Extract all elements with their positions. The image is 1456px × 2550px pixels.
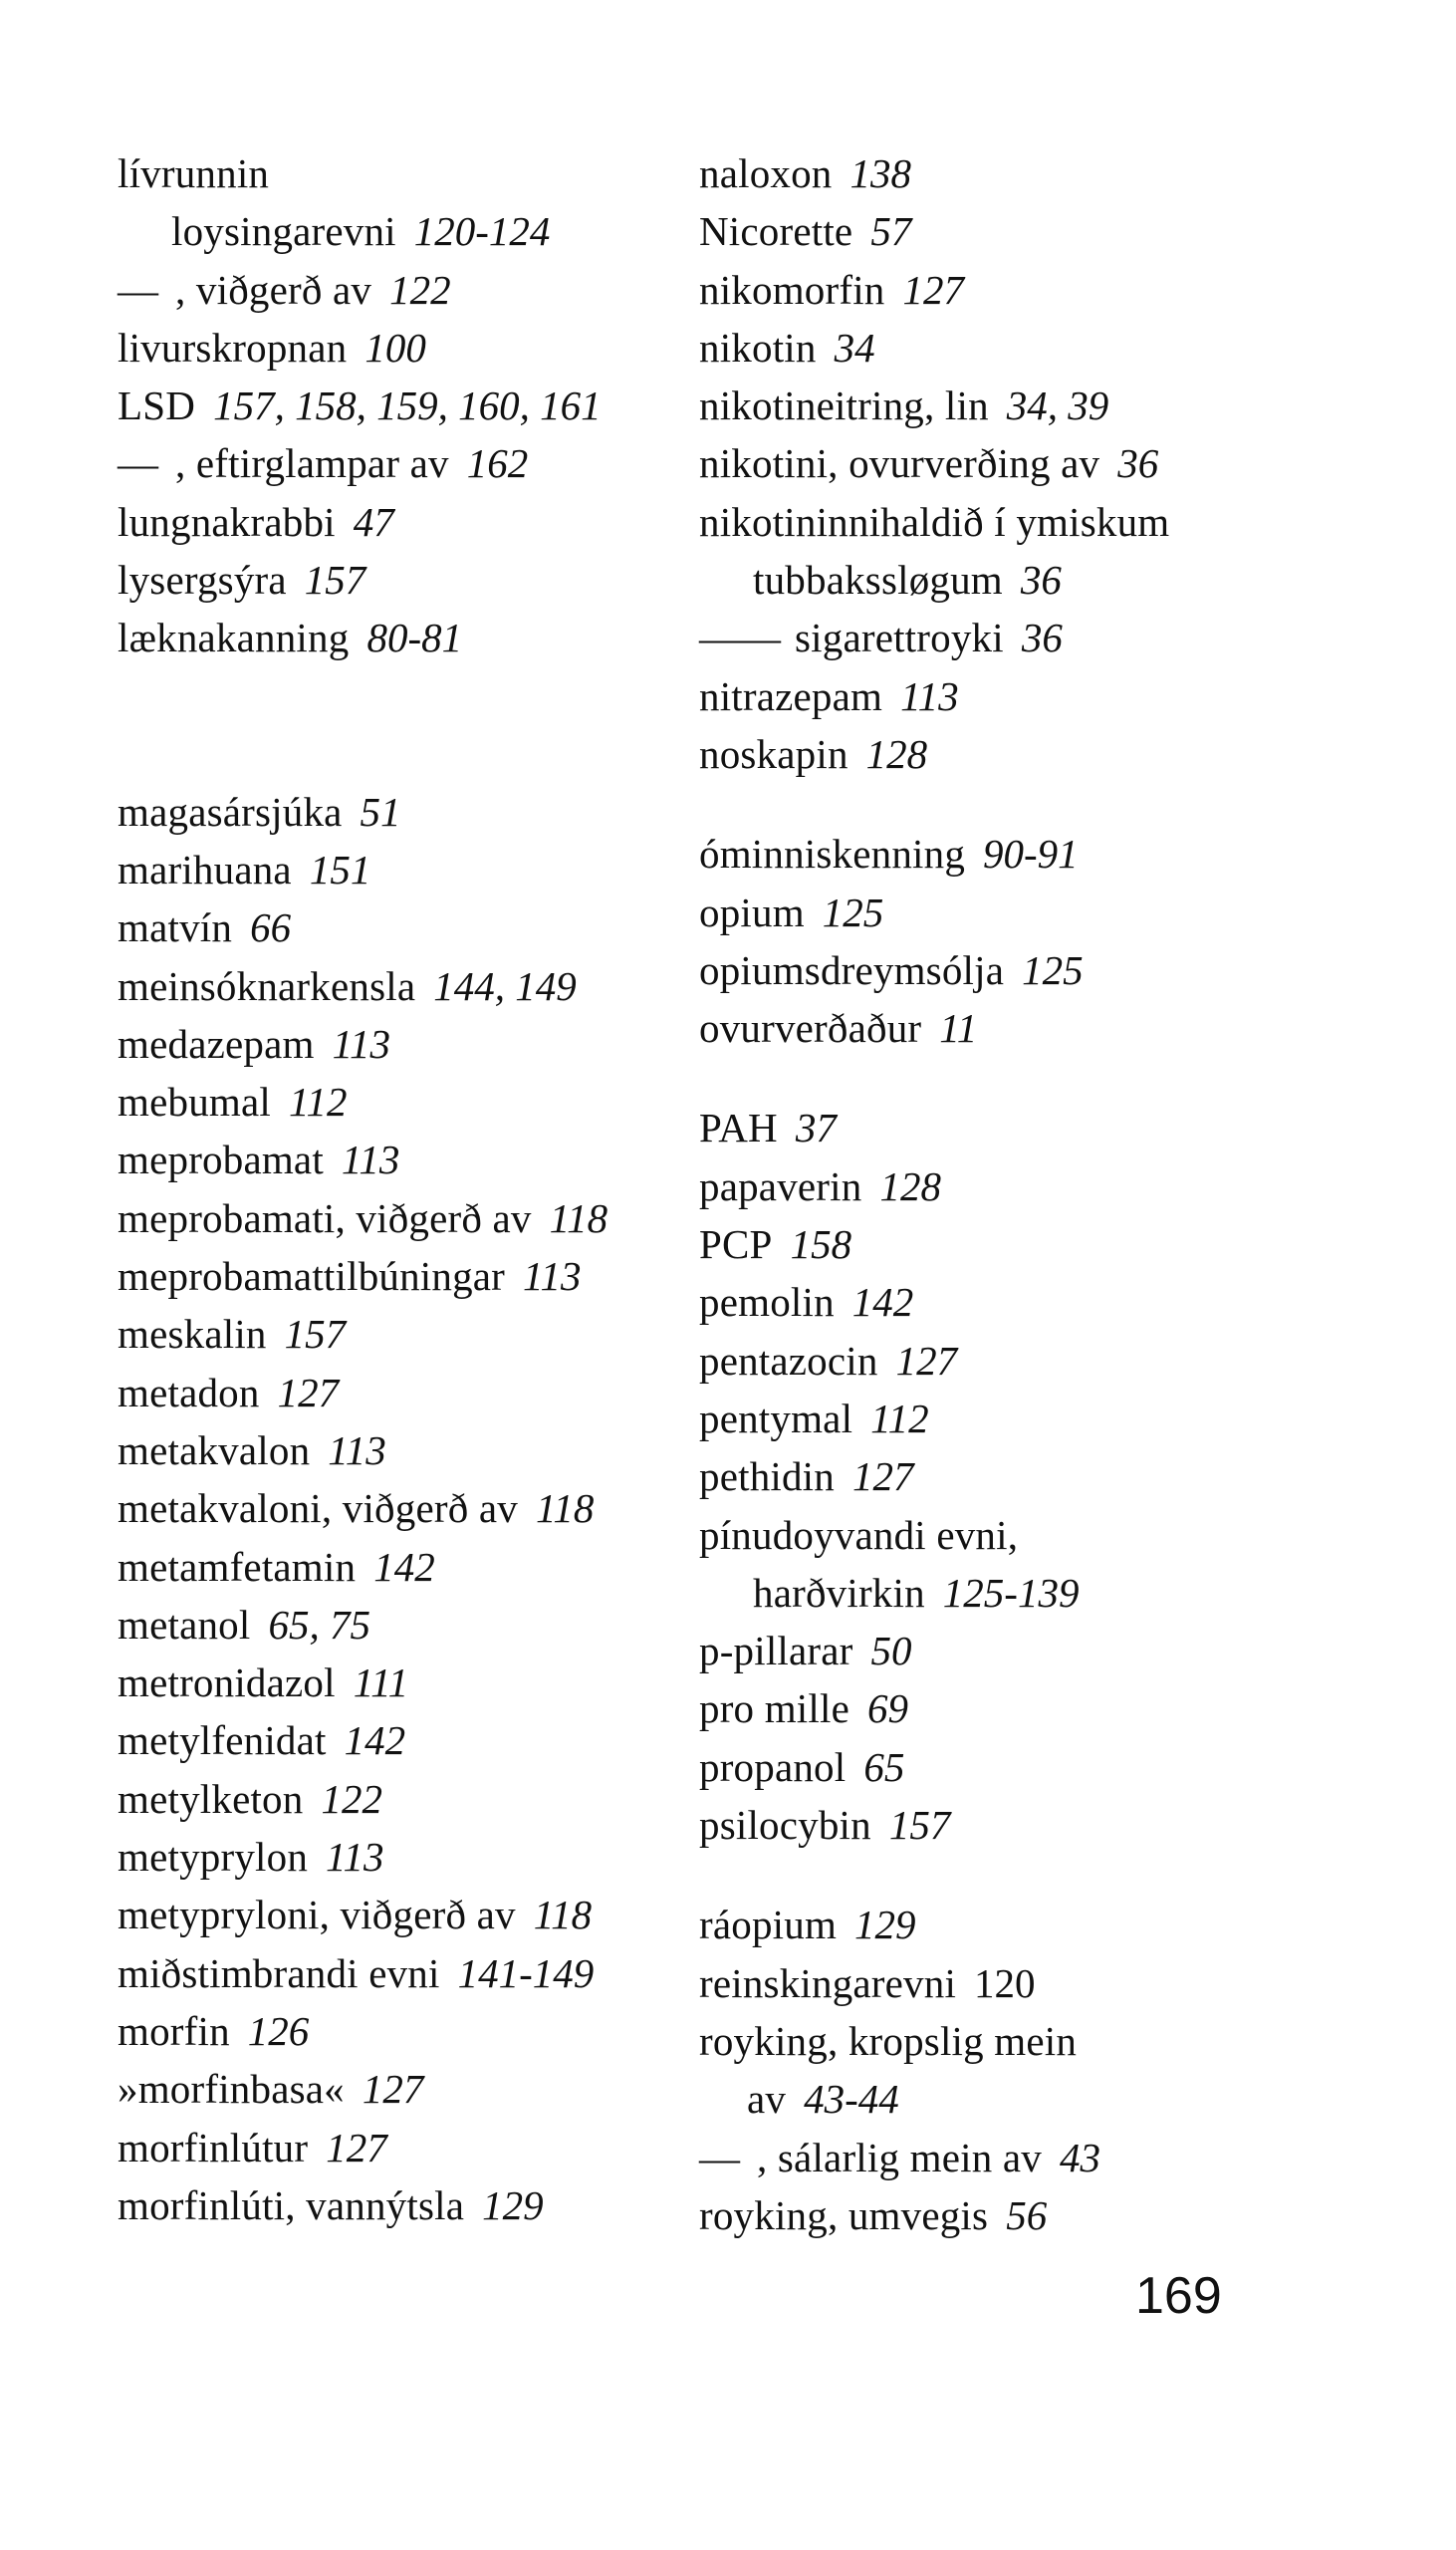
index-pages: 90-91	[983, 831, 1079, 878]
index-pages: 34	[834, 324, 875, 371]
index-term: noskapin	[699, 730, 849, 777]
index-entry	[699, 1622, 1356, 1679]
index-entry	[118, 1886, 675, 1943]
index-term: medazepam	[118, 1020, 315, 1067]
index-term: naloxon	[699, 150, 833, 196]
index-term: pentymal	[699, 1395, 853, 1441]
index-entry	[699, 434, 1356, 492]
index-entry	[699, 725, 1356, 783]
index-term: nikomorfin	[699, 266, 885, 313]
index-pages: 66	[250, 904, 292, 951]
index-pages: 144, 149	[433, 962, 577, 1009]
index-entry	[699, 1954, 1356, 2012]
index-dash: —	[118, 440, 158, 487]
index-pages: 65	[863, 1743, 905, 1790]
index-term: tubbakssløgum	[753, 557, 1003, 604]
index-entry	[118, 377, 675, 434]
index-pages: 122	[321, 1775, 382, 1822]
index-term: loysingarevni	[171, 208, 396, 255]
index-term: , eftirglampar av	[175, 440, 449, 487]
index-pages: 157, 158, 159, 160, 161	[213, 382, 602, 429]
index-term: metakvalon	[118, 1426, 311, 1473]
index-entry	[699, 551, 1356, 609]
index-entry	[699, 941, 1356, 999]
index-entry	[118, 1538, 675, 1596]
index-pages: 113	[523, 1253, 582, 1300]
index-pages: 125-139	[942, 1569, 1080, 1616]
index-term: royking, umvegis	[699, 2191, 989, 2238]
index-term: nitrazepam	[699, 672, 883, 719]
index-entry	[118, 202, 675, 260]
index-entry	[699, 2070, 1356, 2128]
index-term: sigarettroyki	[795, 615, 1004, 661]
index-pages: 57	[870, 208, 912, 255]
index-pages: 157	[304, 557, 366, 604]
index-pages: 122	[389, 266, 451, 313]
index-entry	[699, 667, 1356, 725]
index-term: psilocybin	[699, 1802, 871, 1849]
index-entry	[118, 1944, 675, 2002]
index-entry	[699, 1215, 1356, 1273]
index-term: propanol	[699, 1743, 847, 1790]
index-term: pro mille	[699, 1685, 849, 1732]
index-term: metakvaloni, viðgerð av	[118, 1485, 518, 1532]
index-pages: 120-124	[413, 208, 551, 255]
index-entry	[118, 1247, 675, 1305]
index-term: metronidazol	[118, 1659, 336, 1706]
index-term: nikotin	[699, 324, 817, 371]
index-pages: 69	[866, 1685, 908, 1732]
index-column-left	[118, 144, 675, 2234]
index-pages: 151	[309, 846, 371, 892]
index-entry	[699, 1679, 1356, 1737]
index-term: morfin	[118, 2007, 230, 2054]
index-entry	[118, 1015, 675, 1073]
index-entry	[699, 2012, 1356, 2070]
index-entry	[118, 1305, 675, 1363]
index-pages: 142	[344, 1717, 406, 1764]
index-entry	[118, 1189, 675, 1247]
index-term: miðstimbrandi evni	[118, 1949, 440, 1996]
index-term: opiumsdreymsólja	[699, 946, 1005, 993]
index-term: metadon	[118, 1369, 260, 1415]
index-entry	[699, 144, 1356, 202]
index-term: matvín	[118, 904, 233, 951]
index-term: lívrunnin	[118, 150, 270, 196]
index-term: PCP	[699, 1221, 773, 1268]
index-entry	[699, 2186, 1356, 2244]
index-entry	[118, 1131, 675, 1188]
index-entry	[699, 377, 1356, 434]
index-entry	[118, 1364, 675, 1421]
index-entry	[699, 493, 1356, 551]
index-term: meinsóknarkensla	[118, 962, 416, 1009]
index-pages: 126	[247, 2007, 310, 2054]
index-entry	[118, 609, 675, 666]
index-pages: 129	[482, 2181, 544, 2228]
index-pages: 36	[1021, 615, 1063, 661]
index-term: , sálarlig mein av	[757, 2134, 1042, 2180]
index-entry	[699, 1447, 1356, 1505]
index-entry	[118, 1479, 675, 1537]
index-entry	[699, 1738, 1356, 1796]
index-entry	[699, 1332, 1356, 1390]
index-entry	[118, 1596, 675, 1654]
index-pages: 118	[535, 1485, 595, 1532]
index-pages: 127	[326, 2124, 387, 2170]
index-pages: 36	[1117, 440, 1159, 487]
index-term: metanol	[118, 1601, 251, 1648]
index-term: , viðgerð av	[175, 266, 372, 313]
index-entry	[699, 1796, 1356, 1854]
index-entry	[118, 783, 675, 841]
index-term: meprobamattilbúningar	[118, 1253, 506, 1300]
index-term: p-pillarar	[699, 1628, 853, 1674]
index-pages: 138	[849, 150, 911, 196]
index-term: óminniskenning	[699, 831, 966, 878]
index-pages: 50	[870, 1628, 912, 1674]
index-term: opium	[699, 889, 805, 935]
index-term: nikotini, ovurverðing av	[699, 440, 1100, 487]
index-term: morfinlúti, vannýtsla	[118, 2181, 465, 2228]
index-pages: 128	[865, 730, 928, 777]
index-entry	[118, 1654, 675, 1711]
index-entry	[699, 1099, 1356, 1156]
index-pages: 37	[795, 1105, 837, 1151]
index-pages: 112	[870, 1395, 929, 1441]
index-term: royking, kropslig mein	[699, 2017, 1078, 2064]
index-entry	[699, 1896, 1356, 1953]
index-entry	[699, 884, 1356, 941]
index-term: metyprylon	[118, 1834, 309, 1881]
index-term: metylketon	[118, 1775, 304, 1822]
index-entry	[118, 1770, 675, 1828]
index-entry	[118, 319, 675, 377]
index-pages: 111	[353, 1659, 409, 1706]
index-pages: 36	[1020, 557, 1062, 604]
index-term: ráopium	[699, 1902, 838, 1948]
index-term: livurskropnan	[118, 324, 348, 371]
index-pages: 128	[879, 1162, 941, 1209]
index-term: læknakanning	[118, 615, 350, 661]
index-term: pentazocin	[699, 1337, 878, 1384]
index-dash: —	[118, 266, 158, 313]
index-pages: 43-44	[804, 2076, 899, 2123]
index-entry	[699, 825, 1356, 883]
index-term: av	[747, 2076, 787, 2123]
index-term: papaverin	[699, 1162, 862, 1209]
index-pages: 51	[360, 788, 401, 835]
index-pages: 11	[939, 1005, 978, 1052]
index-entry	[118, 957, 675, 1015]
index-entry	[118, 2119, 675, 2176]
index-pages: 129	[854, 1902, 916, 1948]
index-entry	[118, 434, 675, 492]
index-term: magasársjúka	[118, 788, 343, 835]
index-entry	[118, 898, 675, 956]
index-pages: 113	[341, 1137, 400, 1183]
page-number: 169	[1135, 2267, 1222, 2325]
index-pages: 118	[533, 1892, 593, 1938]
index-pages: 142	[373, 1543, 435, 1590]
index-dash: ——	[699, 615, 781, 661]
index-pages: 127	[902, 266, 964, 313]
index-pages: 43	[1059, 2134, 1100, 2180]
index-entry	[118, 261, 675, 319]
index-entry	[118, 144, 675, 202]
index-pages: 127	[362, 2066, 424, 2113]
index-pages: 112	[288, 1079, 348, 1126]
index-pages: 127	[277, 1369, 340, 1415]
index-term: marihuana	[118, 846, 292, 892]
index-term: harðvirkin	[753, 1569, 925, 1616]
index-term: ovurverðaður	[699, 1005, 922, 1052]
index-entry	[699, 319, 1356, 377]
index-term: nikotineitring, lin	[699, 382, 989, 429]
index-entry	[699, 609, 1356, 666]
index-pages: 127	[851, 1453, 914, 1500]
index-term: pínudoyvandi evni,	[699, 1511, 1019, 1558]
index-pages: 118	[549, 1194, 608, 1241]
index-pages: 113	[326, 1834, 384, 1881]
index-pages: 34, 39	[1006, 382, 1109, 429]
index-entry	[699, 999, 1356, 1057]
index-term: morfinlútur	[118, 2124, 309, 2170]
index-pages: 157	[888, 1802, 951, 1849]
index-pages: 127	[895, 1337, 958, 1384]
index-entry	[699, 1273, 1356, 1331]
index-entry	[699, 1564, 1356, 1622]
index-pages: 113	[332, 1020, 391, 1067]
index-entry	[699, 1390, 1356, 1447]
index-pages: 125	[822, 889, 884, 935]
index-entry	[118, 2176, 675, 2234]
index-pages: 142	[851, 1279, 914, 1326]
index-term: pemolin	[699, 1279, 835, 1326]
index-entry	[699, 1506, 1356, 1564]
index-term: »morfinbasa«	[118, 2066, 345, 2113]
index-term: nikotininnihaldið í ymiskum	[699, 498, 1170, 545]
index-entry	[118, 1828, 675, 1886]
index-term: LSD	[118, 382, 196, 429]
index-pages: 56	[1006, 2191, 1048, 2238]
index-pages: 141-149	[457, 1949, 595, 1996]
index-term: lysergsýra	[118, 557, 287, 604]
index-entry	[118, 2002, 675, 2060]
index-entry	[118, 1421, 675, 1479]
index-dash: —	[699, 2134, 740, 2180]
index-pages: 80-81	[366, 615, 463, 661]
index-column-right	[699, 144, 1356, 2244]
index-entry	[118, 551, 675, 609]
index-term: metylfenidat	[118, 1717, 327, 1764]
index-term: meprobamati, viðgerð av	[118, 1194, 532, 1241]
index-pages: 113	[328, 1426, 386, 1473]
index-term: meskalin	[118, 1311, 267, 1358]
index-pages: 100	[364, 324, 426, 371]
index-term: PAH	[699, 1105, 778, 1151]
index-entry	[118, 1711, 675, 1769]
index-term: mebumal	[118, 1079, 271, 1126]
index-pages: 125	[1022, 946, 1084, 993]
index-entry	[699, 202, 1356, 260]
index-entry	[118, 841, 675, 898]
index-entry	[118, 2060, 675, 2118]
index-pages: 157	[284, 1311, 347, 1358]
index-entry	[699, 1157, 1356, 1215]
index-entry	[118, 493, 675, 551]
index-term: pethidin	[699, 1453, 835, 1500]
index-term: Nicorette	[699, 208, 853, 255]
index-entry	[699, 2129, 1356, 2186]
index-pages: 158	[790, 1221, 852, 1268]
index-pages: 162	[466, 440, 529, 487]
index-term: metamfetamin	[118, 1543, 357, 1590]
index-entry	[699, 261, 1356, 319]
index-pages: 65, 75	[268, 1601, 370, 1648]
index-term: meprobamat	[118, 1137, 324, 1183]
index-pages: 113	[900, 672, 959, 719]
index-term: lungnakrabbi	[118, 498, 336, 545]
index-pages: 120	[974, 1959, 1036, 2006]
index-entry	[118, 1073, 675, 1131]
index-term: metypryloni, viðgerð av	[118, 1892, 516, 1938]
index-pages: 47	[353, 498, 394, 545]
index-term: reinskingarevni	[699, 1959, 957, 2006]
